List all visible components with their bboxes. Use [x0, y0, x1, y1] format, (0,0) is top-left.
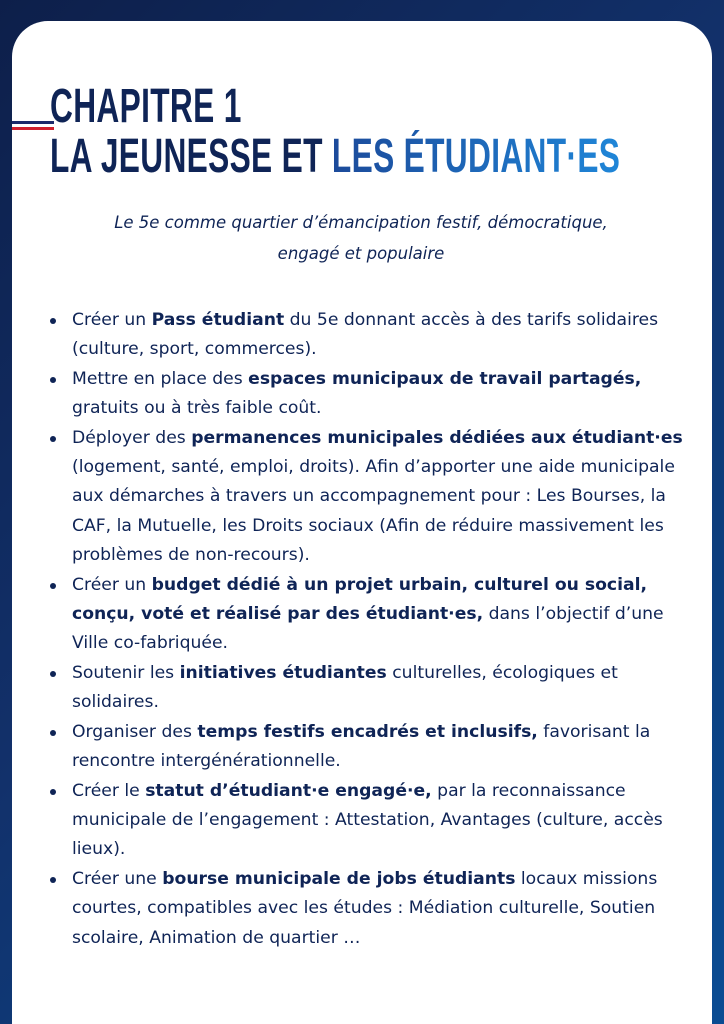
- proposals-list: [48, 306, 696, 953]
- list-item: Soutenir les initiatives étudiantes culturelles, écologiques et solidaires.: [48, 659, 696, 718]
- bullet-icon: [50, 436, 56, 442]
- bullet-icon: [50, 318, 56, 324]
- list-item: Créer un Pass étudiant du 5e donnant accès à des tarifs solidaires (culture, sport, commerces).: [48, 306, 696, 365]
- list-item: Créer une bourse municipale de jobs étudiants locaux missions courtes, compatibles avec les études : Médiation culturelle, Soutien scolaire, Animation de quartier …: [48, 865, 696, 953]
- flag-red-stripe: [12, 127, 54, 130]
- bullet-icon: [50, 730, 56, 736]
- subtitle-line-2: engagé et populaire: [277, 244, 445, 263]
- list-item: Organiser des temps festifs encadrés et inclusifs, favorisant la rencontre intergénérationnelle.: [48, 718, 696, 777]
- bullet-icon: [50, 877, 56, 883]
- bullet-icon: [50, 583, 56, 589]
- list-item: Déployer des permanences municipales dédiées aux étudiant·es (logement, santé, emploi, droits). Afin d’apporter une aide municipale aux démarches à travers un accompagnement pour : Les Bourses, la CAF, la Mutuelle, les Droits sociaux (Afin de réduire massivement les problèmes de non-recours).: [48, 424, 696, 571]
- flag-blue-stripe: [12, 121, 54, 124]
- chapter-title: [50, 80, 621, 183]
- chapter-heading-plain: LA JEUNESSE ET: [50, 130, 332, 183]
- bullet-icon: [50, 671, 56, 677]
- list-item: Créer le statut d’étudiant·e engagé·e, par la reconnaissance municipale de l’engagement : Attestation, Avantages (culture, accès lieux).: [48, 777, 696, 865]
- chapter-subtitle: [36, 207, 686, 269]
- chapter-heading: [50, 130, 621, 183]
- chapter-heading-highlight: LES ÉTUDIANT·ES: [331, 130, 621, 183]
- bullet-icon: [50, 789, 56, 795]
- chapter-number: CHAPITRE 1: [50, 80, 242, 133]
- list-item: Mettre en place des espaces municipaux de travail partagés, gratuits ou à très faible coût.: [48, 365, 696, 424]
- bullet-icon: [50, 377, 56, 383]
- list-item: Créer un budget dédié à un projet urbain, culturel ou social, conçu, voté et réalisé par des étudiant·es, dans l’objectif d’une Ville co-fabriquée.: [48, 571, 696, 659]
- flag-stripes: [12, 121, 54, 133]
- subtitle-line-1: Le 5e comme quartier d’émancipation festif, démocratique,: [114, 213, 608, 232]
